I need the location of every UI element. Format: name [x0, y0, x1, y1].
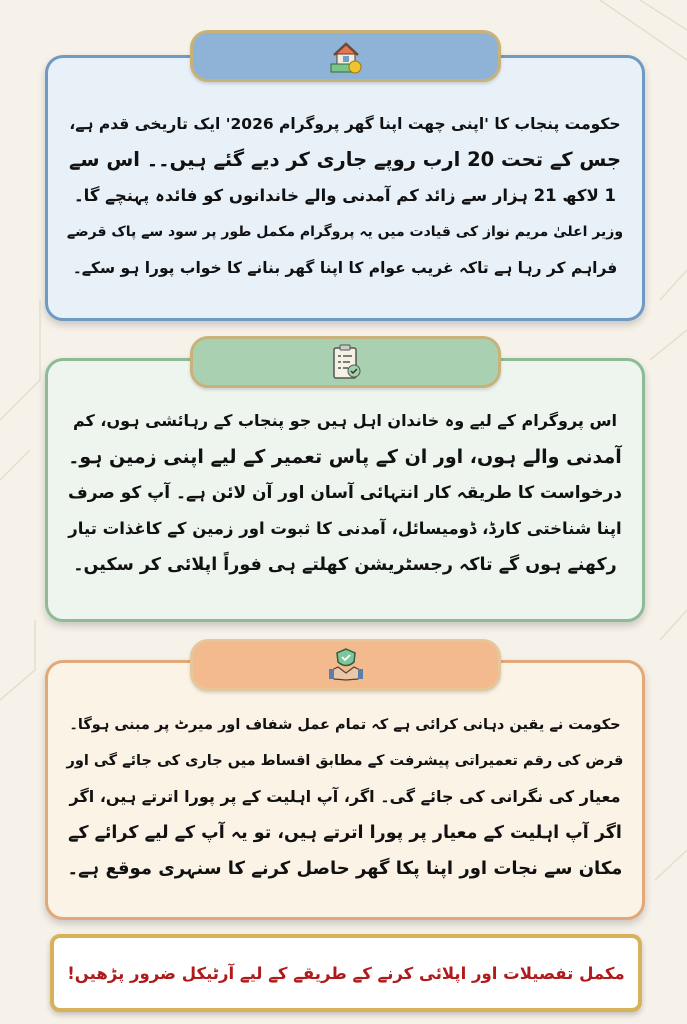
section-2-card: [45, 358, 645, 622]
handshake-shield-icon: [328, 647, 364, 683]
text-line: آمدنی والے ہوں، اور ان کے پاس تعمیر کے لیے اپنی زمین ہو۔: [68, 446, 622, 468]
text-line: حکومت نے یقین دہانی کرائی ہے کہ تمام عمل شفاف اور میرٹ پر مبنی ہوگا۔: [69, 717, 621, 733]
text-line: حکومت پنجاب کا 'اپنی چھت اپنا گھر پروگرام 2026' ایک تاریخی قدم ہے،: [69, 115, 621, 133]
section-2-text: [66, 403, 624, 583]
section-2-header-tab: [190, 336, 501, 388]
text-line: درخواست کا طریقہ کار انتہائی آسان اور آن لائن ہے۔ آپ کو صرف: [68, 483, 622, 503]
read-article-banner: [50, 934, 642, 1012]
section-3-card: [45, 660, 645, 920]
text-line: معیار کی نگرانی کی جائے گی۔ اگر، آپ اہلیت کے پر پورا اترتے ہیں، اگر: [69, 787, 621, 806]
section-1-header-tab: [190, 30, 501, 82]
text-line: وزیر اعلیٰ مریم نواز کی قیادت میں یہ پروگرام مکمل طور پر سود سے پاک قرضے: [66, 224, 624, 240]
section-1-text: [66, 106, 624, 286]
section-1-card: [45, 55, 645, 321]
text-line: فراہم کر رہا ہے تاکہ غریب عوام کا اپنا گھر بنانے کا خواب پورا ہو سکے۔: [72, 259, 618, 277]
text-line: اس پروگرام کے لیے وہ خاندان اہل ہیں جو پنجاب کے رہائشی ہوں، کم: [72, 411, 618, 430]
section-3-header-tab: [190, 639, 501, 691]
text-line: جس کے تحت 20 ارب روپے جاری کر دیے گئے ہیں۔۔ اس سے: [68, 148, 622, 171]
clipboard-checklist-icon: [329, 344, 363, 380]
section-3-text: [66, 707, 624, 887]
text-line: رکھنے ہوں گے تاکہ رجسٹریشن کھلتے ہی فوراً اپلائی کر سکیں۔: [73, 555, 617, 575]
text-line: مکان سے نجات اور اپنا پکا گھر حاصل کرنے کا سنہری موقع ہے۔: [67, 858, 623, 879]
house-money-icon: [328, 38, 364, 74]
text-line: اپنا شناختی کارڈ، ڈومیسائل، آمدنی کا ثبوت اور زمین کے کاغذات تیار: [68, 519, 622, 538]
text-line: قرض کی رقم تعمیراتی پیشرفت کے مطابق اقساط میں جاری کی جائے گی اور: [66, 753, 624, 769]
text-line: اگر آپ اہلیت کے معیار پر پورا اترتے ہیں، تو یہ آپ کے لیے کرائے کے: [68, 823, 622, 843]
text-line: 1 لاکھ 21 ہزار سے زائد کم آمدنی والے خاندانوں کو فائدہ پہنچے گا۔: [73, 186, 617, 205]
read-article-text: مکمل تفصیلات اور اپلائی کرنے کے طریقے کے لیے آرٹیکل ضرور پڑھیں!: [67, 963, 625, 983]
